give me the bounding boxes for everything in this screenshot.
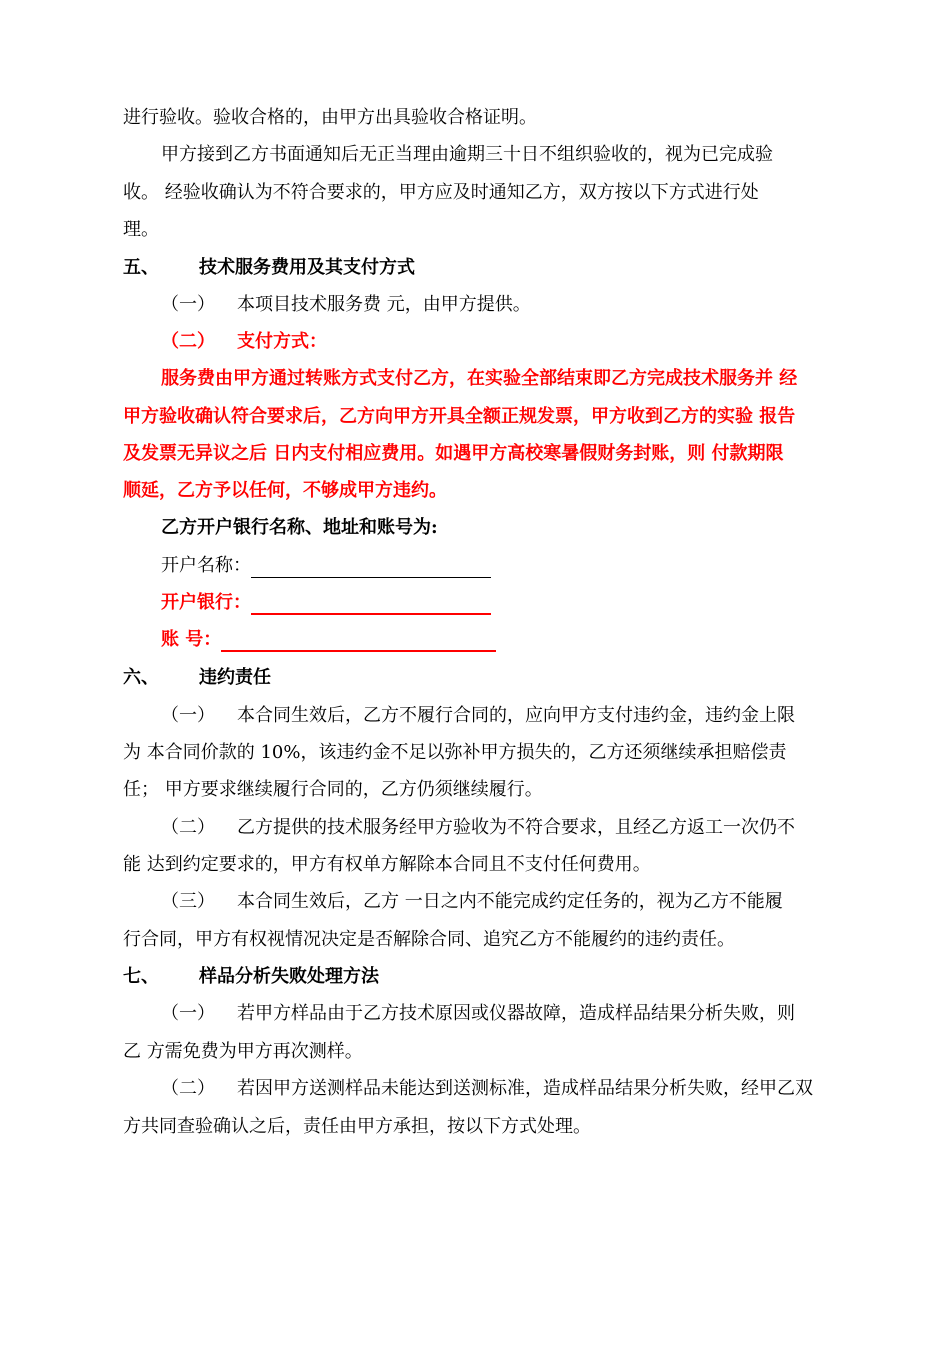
bank-name-row xyxy=(161,591,491,615)
clause-6-1-number: （一） xyxy=(161,705,215,726)
paragraph-acceptance-end: 进行验收。验收合格的，由甲方出具验收合格证明。 xyxy=(123,107,537,128)
clause-7-1-line1: 若甲方样品由于乙方技术原因或仪器故障，造成样品结果分析失败，则 xyxy=(237,1003,795,1024)
clause-6-3 xyxy=(161,890,783,914)
section-7-title: 样品分析失败处理方法 xyxy=(199,966,379,987)
section-6-number: 六、 xyxy=(123,667,159,688)
clause-6-3-number: （三） xyxy=(161,891,215,912)
payment-line1: 服务费由甲方通过转账方式支付乙方，在实验全部结束即乙方完成技术服务并 经 xyxy=(161,368,798,389)
bank-name-label: 开户银行： xyxy=(161,592,251,613)
clause-5-1-text: 本项目技术服务费 元，由甲方提供。 xyxy=(237,294,531,315)
clause-5-1-number: （一） xyxy=(161,294,215,315)
paragraph-acceptance-line3: 理。 xyxy=(123,219,159,240)
paragraph-acceptance-line2: 收。 经验收确认为不符合要求的，甲方应及时通知乙方，双方按以下方式进行处 xyxy=(123,182,759,203)
clause-7-1 xyxy=(161,1002,795,1026)
clause-7-2-line1: 若因甲方送测样品未能达到送测标准，造成样品结果分析失败，经甲乙双 xyxy=(237,1078,813,1099)
payment-line2: 甲方验收确认符合要求后，乙方向甲方开具全额正规发票，甲方收到乙方的实验 报告 xyxy=(123,406,796,427)
account-name-row xyxy=(161,554,491,578)
section-5-number: 五、 xyxy=(123,257,159,278)
payment-line3: 及发票无异议之后 日内支付相应费用。如遇甲方高校寒暑假财务封账，则 付款期限 xyxy=(123,443,784,464)
clause-6-2-line2: 能 达到约定要求的，甲方有权单方解除本合同且不支付任何费用。 xyxy=(123,854,651,875)
account-name-label: 开户名称： xyxy=(161,555,251,576)
section-7-heading xyxy=(123,965,379,989)
clause-7-2-number: （二） xyxy=(161,1078,215,1099)
clause-5-1 xyxy=(161,293,531,317)
clause-7-2 xyxy=(161,1077,813,1101)
paragraph-acceptance-line1: 甲方接到乙方书面通知后无正当理由逾期三十日不组织验收的，视为已完成验 xyxy=(161,144,773,165)
clause-6-1-line3: 任； 甲方要求继续履行合同的，乙方仍须继续履行。 xyxy=(123,779,543,800)
account-number-row xyxy=(161,628,496,652)
clause-5-2-number: （二） xyxy=(161,331,215,352)
clause-7-1-line2: 乙 方需免费为甲方再次测样。 xyxy=(123,1041,363,1062)
section-6-heading xyxy=(123,666,271,690)
account-number-blank xyxy=(221,630,496,652)
clause-6-1 xyxy=(161,704,795,728)
section-5-title: 技术服务费用及其支付方式 xyxy=(199,257,415,278)
clause-6-3-line2: 行合同，甲方有权视情况决定是否解除合同、追究乙方不能履约的违约责任。 xyxy=(123,929,735,950)
clause-7-1-number: （一） xyxy=(161,1003,215,1024)
clause-6-1-line2: 为 本合同价款的 10%，该违约金不足以弥补甲方损失的，乙方还须继续承担赔偿责 xyxy=(123,742,787,763)
clause-6-1-line1: 本合同生效后，乙方不履行合同的，应向甲方支付违约金，违约金上限 xyxy=(237,705,795,726)
clause-6-2-line1: 乙方提供的技术服务经甲方验收为不符合要求，且经乙方返工一次仍不 xyxy=(237,817,795,838)
clause-5-2 xyxy=(161,330,327,354)
section-5-heading xyxy=(123,256,415,280)
account-name-blank xyxy=(251,557,491,578)
section-6-title: 违约责任 xyxy=(199,667,271,688)
clause-6-3-line1: 本合同生效后，乙方 一日之内不能完成约定任务的，视为乙方不能履 xyxy=(237,891,783,912)
clause-7-2-line2: 方共同查验确认之后，责任由甲方承担，按以下方式处理。 xyxy=(123,1116,591,1137)
bank-name-blank xyxy=(251,593,491,615)
clause-6-2 xyxy=(161,816,795,840)
payment-line4: 顺延，乙方予以任何，不够成甲方违约。 xyxy=(123,480,447,501)
clause-5-2-text: 支付方式： xyxy=(237,331,327,352)
section-7-number: 七、 xyxy=(123,966,159,987)
bank-heading: 乙方开户银行名称、地址和账号为: xyxy=(161,517,438,538)
account-number-label: 账 号： xyxy=(161,629,222,650)
clause-6-2-number: （二） xyxy=(161,817,215,838)
